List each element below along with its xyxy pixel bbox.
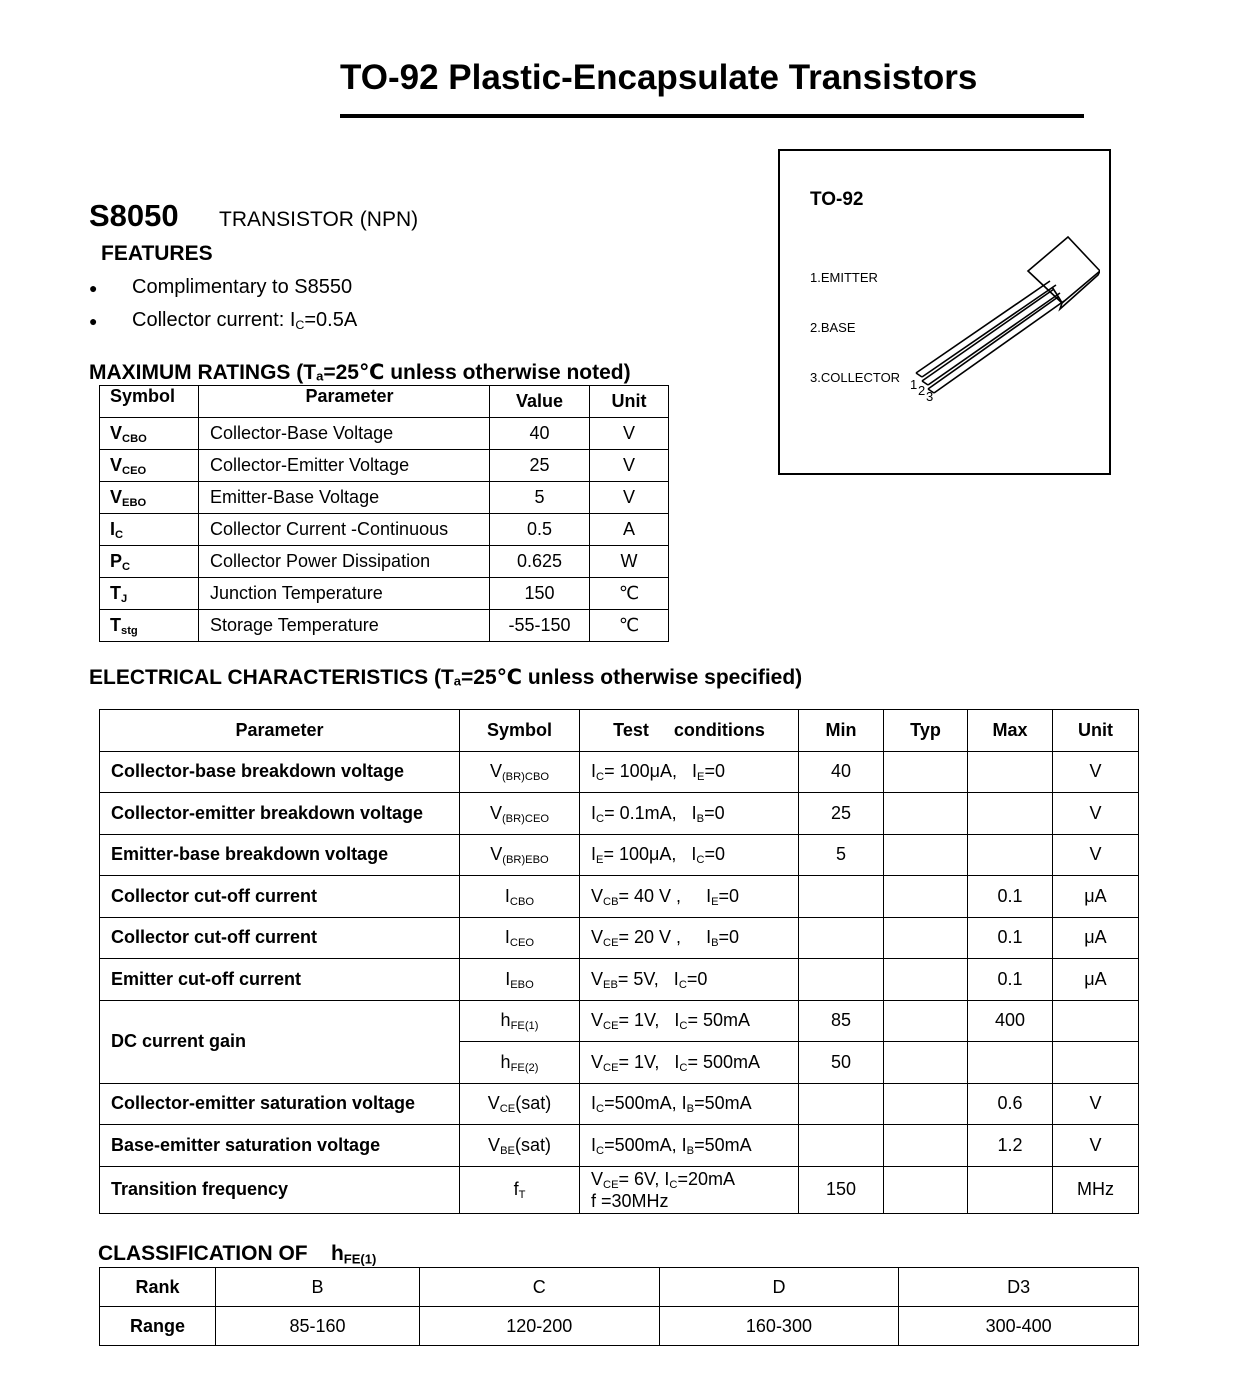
range-row (100, 1307, 1139, 1346)
subscript: FE(1) (510, 1020, 539, 1033)
text-part: V (110, 423, 123, 443)
text-part: = 50mA (687, 1010, 751, 1031)
subscript: (BR)CEO (501, 812, 550, 825)
subscript: EBO (122, 496, 147, 509)
text-part: h (500, 1010, 511, 1031)
subscript: C (596, 1144, 605, 1157)
electrical-characteristics-table (99, 709, 1139, 1214)
value-cell: 25 (490, 450, 590, 482)
max-cell (968, 1166, 1053, 1213)
typ-cell (884, 1000, 968, 1042)
text-part: =0 (686, 968, 708, 989)
text-part: I (674, 1051, 680, 1072)
subscript: CE (603, 1061, 619, 1074)
rank-label: Rank (100, 1268, 216, 1307)
text-part: =50mA (694, 1134, 752, 1155)
text-part: =500mA, (604, 1134, 682, 1155)
column-header: Parameter (199, 386, 490, 418)
table-row (100, 959, 1139, 1001)
rank-cell: B (216, 1268, 420, 1307)
test-conditions-cell (580, 1042, 799, 1084)
text-part: = 1V, (618, 1010, 675, 1031)
symbol-cell (100, 450, 199, 482)
unit-cell: μA (1053, 959, 1139, 1001)
rank-cell: C (419, 1268, 659, 1307)
text-part: I (591, 802, 597, 823)
column-header: Value (490, 386, 590, 418)
parameter-cell: Collector-emitter saturation voltage (100, 1083, 460, 1125)
parameter-cell: Transition frequency (100, 1166, 460, 1213)
symbol-cell (460, 917, 580, 959)
text-part: V (591, 1010, 604, 1031)
text-part: V (591, 1168, 604, 1189)
subscript: (BR)EBO (502, 854, 549, 867)
value-cell: 5 (490, 482, 590, 514)
unit-cell: ℃ (590, 610, 669, 642)
text-part: =0 (718, 927, 740, 948)
feature-text: Collector current: $I_C=0.5A$ (132, 309, 358, 333)
value-cell: -55-150 (490, 610, 590, 642)
column-header: Max (968, 710, 1053, 752)
text-part: I (591, 844, 597, 865)
text-part: =50mA (694, 1093, 752, 1114)
symbol-cell (460, 793, 580, 835)
symbol-cell (460, 876, 580, 918)
text-part: V (487, 1093, 500, 1114)
column-header: Min (799, 710, 884, 752)
test-conditions-cell (580, 959, 799, 1001)
pin-number: 2 (918, 383, 926, 398)
table-row (100, 482, 669, 514)
min-cell: 5 (799, 834, 884, 876)
text-part: P (110, 551, 123, 571)
symbol-cell (100, 610, 199, 642)
text-part: =20mA (677, 1168, 736, 1189)
test-conditions-cell (580, 1083, 799, 1125)
min-cell (799, 917, 884, 959)
test-line (591, 1168, 798, 1190)
table-row (100, 1125, 1139, 1167)
test-conditions-cell (580, 917, 799, 959)
text-part: = 100μA, (604, 761, 693, 782)
typ-cell (884, 1166, 968, 1213)
table-row (100, 610, 669, 642)
subscript: C (696, 854, 705, 867)
parameter-cell: Collector-emitter breakdown voltage (100, 793, 460, 835)
table-row (100, 450, 669, 482)
table-row (100, 1083, 1139, 1125)
max-ratings-heading: MAXIMUM RATINGS (Ta=25℃ unless otherwise noted) (89, 361, 631, 384)
electrical-heading: ELECTRICAL CHARACTERISTICS (Ta=25℃ unless otherwise specified) (89, 666, 803, 689)
features-heading: FEATURES (101, 242, 213, 265)
unit-cell: V (1053, 793, 1139, 835)
parameter-cell: Emitter-Base Voltage (199, 482, 490, 514)
text-part: I (691, 844, 697, 865)
symbol-cell (460, 959, 580, 1001)
unit-cell: V (590, 418, 669, 450)
subscript: CB (603, 895, 619, 908)
text-part: =0 (704, 844, 726, 865)
max-cell: 400 (968, 1000, 1053, 1042)
range-label: Range (100, 1307, 216, 1346)
table-row (100, 834, 1139, 876)
range-cell: 160-300 (659, 1307, 899, 1346)
part-number: S8050 (89, 198, 179, 233)
max-cell: 0.6 (968, 1083, 1053, 1125)
min-cell: 85 (799, 1000, 884, 1042)
value-cell: 0.5 (490, 514, 590, 546)
min-cell: 25 (799, 793, 884, 835)
table-row (100, 751, 1139, 793)
column-header: Symbol (100, 386, 199, 418)
symbol-cell (460, 751, 580, 793)
test-line: f =30MHz (591, 1190, 669, 1211)
max-cell (968, 751, 1053, 793)
text-part: I (681, 1134, 687, 1155)
subscript: CBO (122, 432, 147, 445)
unit-cell: ℃ (590, 578, 669, 610)
text-part: = 500mA (687, 1051, 761, 1072)
text-part: (sat) (514, 1134, 551, 1155)
pin-label-emitter: 1.EMITTER (810, 270, 878, 285)
value-cell: 0.625 (490, 546, 590, 578)
bullet-icon: ● (89, 280, 98, 296)
min-cell (799, 876, 884, 918)
text-part: =0 (704, 802, 725, 823)
typ-cell (884, 876, 968, 918)
pin-number: 3 (926, 389, 934, 404)
symbol-cell (460, 1000, 580, 1042)
max-ratings-table (99, 385, 669, 642)
unit-cell: μA (1053, 917, 1139, 959)
typ-cell (884, 834, 968, 876)
table-row (100, 1000, 1139, 1042)
text-part: = 1V, (618, 1051, 675, 1072)
test-conditions-cell (580, 834, 799, 876)
subscript: C (669, 1178, 678, 1191)
pin-number: 1 (910, 377, 918, 392)
subscript: CEO (509, 937, 535, 950)
symbol-cell (100, 514, 199, 546)
pin-label-collector: 3.COLLECTOR (810, 370, 901, 385)
parameter-cell: Collector cut-off current (100, 876, 460, 918)
symbol-cell (460, 1042, 580, 1084)
text-part: =0 (704, 761, 726, 782)
text-part: I (591, 761, 597, 782)
subscript: C (596, 812, 605, 825)
min-cell (799, 959, 884, 1001)
subscript: B (686, 1103, 695, 1116)
package-title: TO-92 (810, 189, 864, 210)
column-header: Unit (1053, 710, 1139, 752)
value-cell: 150 (490, 578, 590, 610)
min-cell (799, 1083, 884, 1125)
text-part: I (691, 802, 697, 823)
test-conditions-cell (580, 751, 799, 793)
table-row (100, 876, 1139, 918)
subscript: C (115, 528, 124, 541)
rank-cell: D3 (899, 1268, 1139, 1307)
subscript: C (678, 978, 687, 991)
subscript: CE (603, 937, 619, 950)
package-diagram-box (778, 149, 1111, 475)
text-part: I (706, 927, 712, 948)
parameter-cell: Collector Power Dissipation (199, 546, 490, 578)
subscript: T (518, 1188, 526, 1201)
parameter-cell: Collector-Emitter Voltage (199, 450, 490, 482)
text-part: V (110, 487, 123, 507)
text-part: I (505, 968, 511, 989)
subscript: stg (121, 624, 138, 637)
symbol-cell (460, 1125, 580, 1167)
text-part: I (692, 761, 698, 782)
text-part: V (489, 802, 502, 823)
range-cell: 300-400 (899, 1307, 1139, 1346)
column-header: Typ (884, 710, 968, 752)
table-row (100, 418, 669, 450)
text-part: I (504, 927, 510, 948)
feature-text: Complimentary to S8550 (132, 276, 353, 298)
subscript: BE (500, 1144, 515, 1157)
test-conditions-cell (580, 876, 799, 918)
text-part: = 6V, (618, 1168, 665, 1189)
subscript: C (596, 771, 605, 784)
subscript: E (596, 854, 604, 867)
max-cell: 0.1 (968, 959, 1053, 1001)
subscript: C (679, 1020, 688, 1033)
subscript: FE(2) (510, 1061, 539, 1074)
text-part: h (500, 1051, 511, 1072)
max-cell: 0.1 (968, 876, 1053, 918)
text-part: I (110, 519, 116, 539)
text-part: I (591, 1134, 597, 1155)
parameter-cell: Junction Temperature (199, 578, 490, 610)
max-cell: 1.2 (968, 1125, 1053, 1167)
text-part: = 100μA, (603, 844, 692, 865)
text-part: I (706, 885, 712, 906)
bullet-icon: ● (89, 313, 98, 329)
text-part: T (110, 615, 121, 635)
symbol-cell (100, 418, 199, 450)
typ-cell (884, 793, 968, 835)
parameter-cell: Base-emitter saturation voltage (100, 1125, 460, 1167)
parameter-cell: DC current gain (100, 1000, 460, 1083)
subscript: E (697, 771, 705, 784)
text-part: I (664, 1168, 670, 1189)
min-cell: 40 (799, 751, 884, 793)
max-cell (968, 1042, 1053, 1084)
text-part: I (674, 1010, 680, 1031)
range-cell: 120-200 (419, 1307, 659, 1346)
table-header-row (100, 386, 669, 418)
unit-cell: MHz (1053, 1166, 1139, 1213)
typ-cell (884, 1125, 968, 1167)
typ-cell (884, 959, 968, 1001)
classification-table (99, 1267, 1139, 1346)
subscript: C (679, 1061, 688, 1074)
symbol-cell (460, 1166, 580, 1213)
unit-cell: V (1053, 1125, 1139, 1167)
parameter-cell: Storage Temperature (199, 610, 490, 642)
text-part: =500mA, (604, 1093, 682, 1114)
parameter-cell: Collector-base breakdown voltage (100, 751, 460, 793)
test-conditions-cell (580, 1000, 799, 1042)
subscript: CE (603, 1020, 619, 1033)
typ-cell (884, 1042, 968, 1084)
typ-cell (884, 751, 968, 793)
parameter-cell: Emitter-base breakdown voltage (100, 834, 460, 876)
unit-cell (1053, 1042, 1139, 1084)
subscript: B (696, 812, 705, 825)
table-row (100, 1166, 1139, 1213)
text-part: V (591, 885, 604, 906)
column-header: Symbol (460, 710, 580, 752)
parameter-cell: Emitter cut-off current (100, 959, 460, 1001)
typ-cell (884, 917, 968, 959)
range-cell: 85-160 (216, 1307, 420, 1346)
subscript: EBO (510, 978, 534, 991)
column-header: Parameter (100, 710, 460, 752)
subscript: CE (603, 1178, 619, 1191)
text-part: V (488, 1134, 501, 1155)
parameter-cell: Collector cut-off current (100, 917, 460, 959)
text-part: (sat) (515, 1093, 552, 1114)
symbol-cell (100, 578, 199, 610)
unit-cell (1053, 1000, 1139, 1042)
unit-cell: V (590, 450, 669, 482)
max-cell (968, 834, 1053, 876)
test-conditions-cell (580, 793, 799, 835)
subscript: CBO (509, 895, 535, 908)
text-part: V (110, 455, 123, 475)
text-part: f (513, 1179, 519, 1199)
table-row (100, 546, 669, 578)
table-row (100, 917, 1139, 959)
unit-cell: μA (1053, 876, 1139, 918)
text-part: I (681, 1093, 687, 1114)
text-part: V (489, 761, 502, 782)
table-row (100, 514, 669, 546)
subscript: CE (499, 1103, 516, 1116)
text-part: = 5V, (617, 968, 674, 989)
text-part: V (591, 927, 604, 948)
max-cell: 0.1 (968, 917, 1053, 959)
text-part: V (490, 844, 503, 865)
parameter-cell: Collector Current -Continuous (199, 514, 490, 546)
unit-cell: V (590, 482, 669, 514)
rank-row (100, 1268, 1139, 1307)
text-part: = 20 V , (618, 927, 707, 948)
text-part: = 0.1mA, (604, 802, 692, 823)
subscript: E (711, 895, 719, 908)
subscript: CEO (122, 464, 147, 477)
max-cell (968, 793, 1053, 835)
subscript: B (686, 1144, 695, 1157)
to92-package-icon (900, 231, 1100, 406)
unit-cell: W (590, 546, 669, 578)
title-underline (340, 114, 1084, 118)
column-header: Unit (590, 386, 669, 418)
parameter-cell: Collector-Base Voltage (199, 418, 490, 450)
unit-cell: A (590, 514, 669, 546)
subscript: C (596, 1103, 605, 1116)
text-part: T (110, 583, 121, 603)
column-header: Test conditions (580, 710, 799, 752)
unit-cell: V (1053, 834, 1139, 876)
symbol-cell (100, 482, 199, 514)
text-part: = 40 V , (618, 885, 707, 906)
symbol-cell (100, 546, 199, 578)
text-part: =0 (718, 885, 740, 906)
rank-cell: D (659, 1268, 899, 1307)
table-row (100, 793, 1139, 835)
subscript: J (121, 592, 128, 605)
symbol-cell (460, 1083, 580, 1125)
min-cell: 150 (799, 1166, 884, 1213)
classification-heading: CLASSIFICATION OF $h_{FE(1)}$ (98, 1242, 377, 1267)
table-row (100, 578, 669, 610)
symbol-cell (460, 834, 580, 876)
table-header-row (100, 710, 1139, 752)
text-part: I (591, 1093, 597, 1114)
subscript: EB (603, 978, 618, 991)
unit-cell: V (1053, 1083, 1139, 1125)
typ-cell (884, 1083, 968, 1125)
text-part: I (673, 968, 679, 989)
test-conditions-cell (580, 1166, 799, 1213)
subscript: B (711, 937, 719, 950)
subscript: C (122, 560, 131, 573)
document-title: TO-92 Plastic-Encapsulate Transistors (340, 58, 978, 97)
text-part: V (591, 1051, 604, 1072)
min-cell (799, 1125, 884, 1167)
text-part: I (504, 885, 510, 906)
text-part: V (591, 968, 604, 989)
min-cell: 50 (799, 1042, 884, 1084)
subscript: (BR)CBO (501, 771, 550, 784)
part-type: TRANSISTOR (NPN) (219, 208, 419, 231)
test-conditions-cell (580, 1125, 799, 1167)
value-cell: 40 (490, 418, 590, 450)
pin-label-base: 2.BASE (810, 320, 856, 335)
unit-cell: V (1053, 751, 1139, 793)
